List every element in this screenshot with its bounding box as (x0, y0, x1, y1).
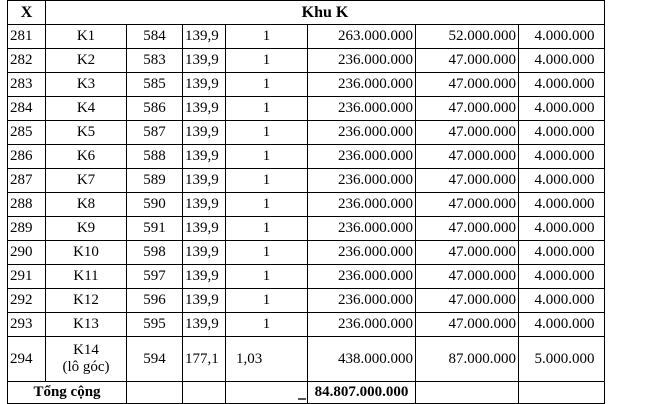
row-number-cell: 288 (8, 193, 46, 217)
coef-cell: 1 (226, 169, 308, 193)
empty-cell (597, 289, 605, 313)
empty-cell (183, 382, 226, 404)
empty-cell (226, 382, 308, 404)
col8-cell: 4.000.000 (519, 265, 597, 289)
coef-cell: 1 (226, 49, 308, 73)
lot-cell: 591 (127, 217, 183, 241)
empty-cell (519, 382, 605, 404)
price-cell: 236.000.000 (308, 169, 416, 193)
lot-cell: 598 (127, 241, 183, 265)
col8-cell: 4.000.000 (519, 97, 597, 121)
name-cell: K3 (46, 73, 127, 97)
table-row (8, 241, 605, 265)
lot-cell: 597 (127, 265, 183, 289)
table-row (8, 337, 605, 382)
table-row (8, 313, 605, 337)
coef-cell: 1 (226, 217, 308, 241)
area-cell: 139,9 (183, 193, 226, 217)
table-row (8, 49, 605, 73)
price-cell: 236.000.000 (308, 313, 416, 337)
area-cell: 139,9 (183, 289, 226, 313)
area-cell: 139,9 (183, 145, 226, 169)
zone-title: Khu K (46, 1, 605, 25)
empty-cell (597, 193, 605, 217)
table-row (8, 145, 605, 169)
header-first-cell: X (8, 1, 46, 25)
col8-cell: 4.000.000 (519, 25, 597, 49)
price-cell: 263.000.000 (308, 25, 416, 49)
lot-cell: 590 (127, 193, 183, 217)
coef-cell: 1 (226, 73, 308, 97)
price-cell: 236.000.000 (308, 217, 416, 241)
lot-cell: 584 (127, 25, 183, 49)
row-number-cell: 283 (8, 73, 46, 97)
col7-cell: 87.000.000 (416, 337, 519, 382)
lot-cell: 586 (127, 97, 183, 121)
row-number-cell: 286 (8, 145, 46, 169)
name-cell: K12 (46, 289, 127, 313)
col8-cell: 4.000.000 (519, 313, 597, 337)
col8-cell: 4.000.000 (519, 169, 597, 193)
price-cell: 236.000.000 (308, 289, 416, 313)
area-cell: 139,9 (183, 169, 226, 193)
total-label: Tổng cộng (8, 382, 127, 404)
land-price-table (7, 0, 605, 404)
area-cell: 139,9 (183, 73, 226, 97)
empty-cell (597, 121, 605, 145)
price-cell: 236.000.000 (308, 265, 416, 289)
name-cell: K9 (46, 217, 127, 241)
area-cell: 139,9 (183, 241, 226, 265)
price-cell: 236.000.000 (308, 145, 416, 169)
table-row (8, 169, 605, 193)
price-cell: 236.000.000 (308, 49, 416, 73)
coef-cell: 1 (226, 265, 308, 289)
total-row (8, 382, 605, 404)
lot-cell: 589 (127, 169, 183, 193)
coef-cell: 1 (226, 313, 308, 337)
area-cell: 139,9 (183, 217, 226, 241)
name-cell: K7 (46, 169, 127, 193)
col8-cell: 4.000.000 (519, 121, 597, 145)
lot-cell: 594 (127, 337, 183, 382)
coef-cell: 1 (226, 121, 308, 145)
row-number-cell: 292 (8, 289, 46, 313)
lot-cell: 596 (127, 289, 183, 313)
col7-cell: 47.000.000 (416, 169, 519, 193)
col7-cell: 47.000.000 (416, 49, 519, 73)
empty-cell (597, 145, 605, 169)
area-cell: 139,9 (183, 97, 226, 121)
col8-cell: 4.000.000 (519, 217, 597, 241)
empty-cell (597, 97, 605, 121)
coef-cell: 1 (226, 25, 308, 49)
row-number-cell: 291 (8, 265, 46, 289)
empty-cell (127, 382, 183, 404)
empty-cell (597, 241, 605, 265)
price-cell: 236.000.000 (308, 73, 416, 97)
table-row (8, 73, 605, 97)
empty-cell (416, 382, 519, 404)
row-number-cell: 282 (8, 49, 46, 73)
area-cell: 139,9 (183, 25, 226, 49)
col7-cell: 47.000.000 (416, 97, 519, 121)
lot-cell: 595 (127, 313, 183, 337)
price-cell: 236.000.000 (308, 121, 416, 145)
area-cell: 139,9 (183, 121, 226, 145)
col7-cell: 47.000.000 (416, 265, 519, 289)
row-number-cell: 290 (8, 241, 46, 265)
coef-cell: 1,03 (226, 337, 308, 382)
name-cell: K8 (46, 193, 127, 217)
total-value: 84.807.000.000 (308, 382, 416, 404)
row-number-cell: 294 (8, 337, 46, 382)
area-cell: 177,1 (183, 337, 226, 382)
col7-cell: 47.000.000 (416, 73, 519, 97)
lot-cell: 588 (127, 145, 183, 169)
name-line-2: (lô góc) (62, 359, 110, 375)
empty-cell (597, 313, 605, 337)
table-row (8, 265, 605, 289)
col7-cell: 47.000.000 (416, 193, 519, 217)
empty-cell (597, 265, 605, 289)
name-cell: K6 (46, 145, 127, 169)
price-cell: 236.000.000 (308, 97, 416, 121)
col8-cell: 4.000.000 (519, 241, 597, 265)
col8-cell: 4.000.000 (519, 193, 597, 217)
col8-cell: 4.000.000 (519, 49, 597, 73)
table-header-row (8, 1, 605, 25)
empty-cell (597, 25, 605, 49)
name-cell: K11 (46, 265, 127, 289)
row-number-cell: 289 (8, 217, 46, 241)
empty-cell (597, 217, 605, 241)
lot-cell: 587 (127, 121, 183, 145)
empty-cell (597, 337, 605, 382)
coef-cell: 1 (226, 193, 308, 217)
col8-cell: 4.000.000 (519, 289, 597, 313)
coef-cell: 1 (226, 97, 308, 121)
col7-cell: 52.000.000 (416, 25, 519, 49)
name-cell: K5 (46, 121, 127, 145)
coef-cell: 1 (226, 241, 308, 265)
col7-cell: 47.000.000 (416, 313, 519, 337)
area-cell: 139,9 (183, 313, 226, 337)
table-row (8, 25, 605, 49)
table-row (8, 193, 605, 217)
price-cell: 236.000.000 (308, 241, 416, 265)
row-number-cell: 285 (8, 121, 46, 145)
col8-cell: 5.000.000 (519, 337, 597, 382)
coef-cell: 1 (226, 289, 308, 313)
coef-cell: 1 (226, 145, 308, 169)
col7-cell: 47.000.000 (416, 241, 519, 265)
empty-cell (597, 73, 605, 97)
row-number-cell: 284 (8, 97, 46, 121)
table-row (8, 217, 605, 241)
col7-cell: 47.000.000 (416, 145, 519, 169)
empty-cell (597, 49, 605, 73)
price-cell: 438.000.000 (308, 337, 416, 382)
table-row (8, 289, 605, 313)
col7-cell: 47.000.000 (416, 121, 519, 145)
name-cell: K4 (46, 97, 127, 121)
name-cell (46, 337, 127, 382)
lot-cell: 583 (127, 49, 183, 73)
name-cell: K1 (46, 25, 127, 49)
row-number-cell: 281 (8, 25, 46, 49)
price-cell: 236.000.000 (308, 193, 416, 217)
table-row (8, 121, 605, 145)
name-cell: K10 (46, 241, 127, 265)
page-mark (298, 398, 306, 400)
name-cell: K2 (46, 49, 127, 73)
col8-cell: 4.000.000 (519, 145, 597, 169)
empty-cell (597, 169, 605, 193)
col7-cell: 47.000.000 (416, 289, 519, 313)
lot-cell: 585 (127, 73, 183, 97)
area-cell: 139,9 (183, 49, 226, 73)
name-cell: K13 (46, 313, 127, 337)
row-number-cell: 293 (8, 313, 46, 337)
area-cell: 139,9 (183, 265, 226, 289)
table-row (8, 97, 605, 121)
col8-cell: 4.000.000 (519, 73, 597, 97)
name-line-1: K14 (73, 342, 99, 358)
col7-cell: 47.000.000 (416, 217, 519, 241)
row-number-cell: 287 (8, 169, 46, 193)
